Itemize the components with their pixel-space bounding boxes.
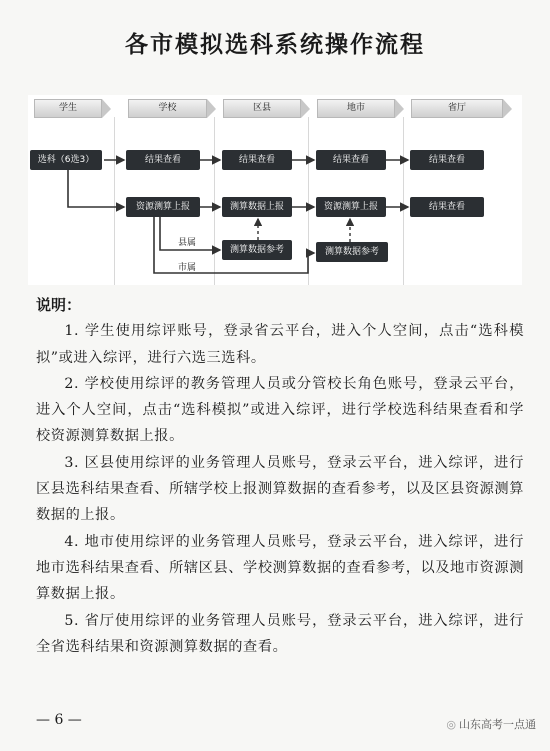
flowchart	[28, 95, 522, 285]
note-item: 1. 学生使用综评账号，登录省云平台，进入个人空间，点击“选科模拟”或进入综评，进行六选三选科。	[36, 323, 524, 366]
box-city-view: 结果查看	[316, 150, 386, 170]
lane-county: 区县	[223, 99, 301, 118]
box-county-report: 测算数据上报	[222, 197, 292, 217]
lane-school: 学校	[128, 99, 207, 118]
box-school-report: 资源测算上报	[126, 197, 200, 217]
box-school-view: 结果查看	[126, 150, 200, 170]
lane-province: 省厅	[411, 99, 503, 118]
wechat-icon: ◎	[446, 718, 456, 731]
lane-student: 学生	[34, 99, 102, 118]
page-title: 各市模拟选科系统操作流程	[125, 32, 425, 58]
note-item: 2. 学校使用综评的教务管理人员或分管校长角色账号，登录云平台，进入个人空间，点击“选科模拟”或进入综评，进行学校选科结果查看和学校资源测算数据上报。	[36, 375, 524, 445]
tag-county-owned: 县属	[178, 238, 197, 248]
box-province-view: 结果查看	[410, 150, 484, 170]
watermark-text: 山东高考一点通	[459, 718, 536, 731]
note-item: 4. 地市使用综评的业务管理人员账号，登录云平台，进入综评，进行地市选科结果查看、所辖区县、学校测算数据的查看参考，以及地市资源测算数据上报。	[36, 533, 524, 603]
tag-city-owned: 市属	[178, 263, 197, 273]
page-number: — 6 —	[36, 712, 82, 728]
notes-heading: 说明：	[36, 296, 82, 314]
box-city-report: 资源测算上报	[316, 197, 386, 217]
box-province-result: 结果查看	[410, 197, 484, 217]
lane-city: 地市	[317, 99, 395, 118]
box-subject-selection: 选科（6选3）	[30, 150, 102, 170]
box-county-reference: 测算数据参考	[222, 240, 292, 260]
note-item: 3. 区县使用综评的业务管理人员账号，登录云平台，进入综评，进行区县选科结果查看、所辖学校上报测算数据的查看参考，以及区县资源测算数据的上报。	[36, 454, 524, 524]
watermark	[446, 716, 536, 732]
box-county-view: 结果查看	[222, 150, 292, 170]
note-item: 5. 省厅使用综评的业务管理人员账号，登录云平台，进入综评，进行全省选科结果和资源测算数据的查看。	[36, 612, 524, 655]
box-city-reference: 测算数据参考	[316, 242, 388, 262]
notes-section	[36, 292, 524, 660]
